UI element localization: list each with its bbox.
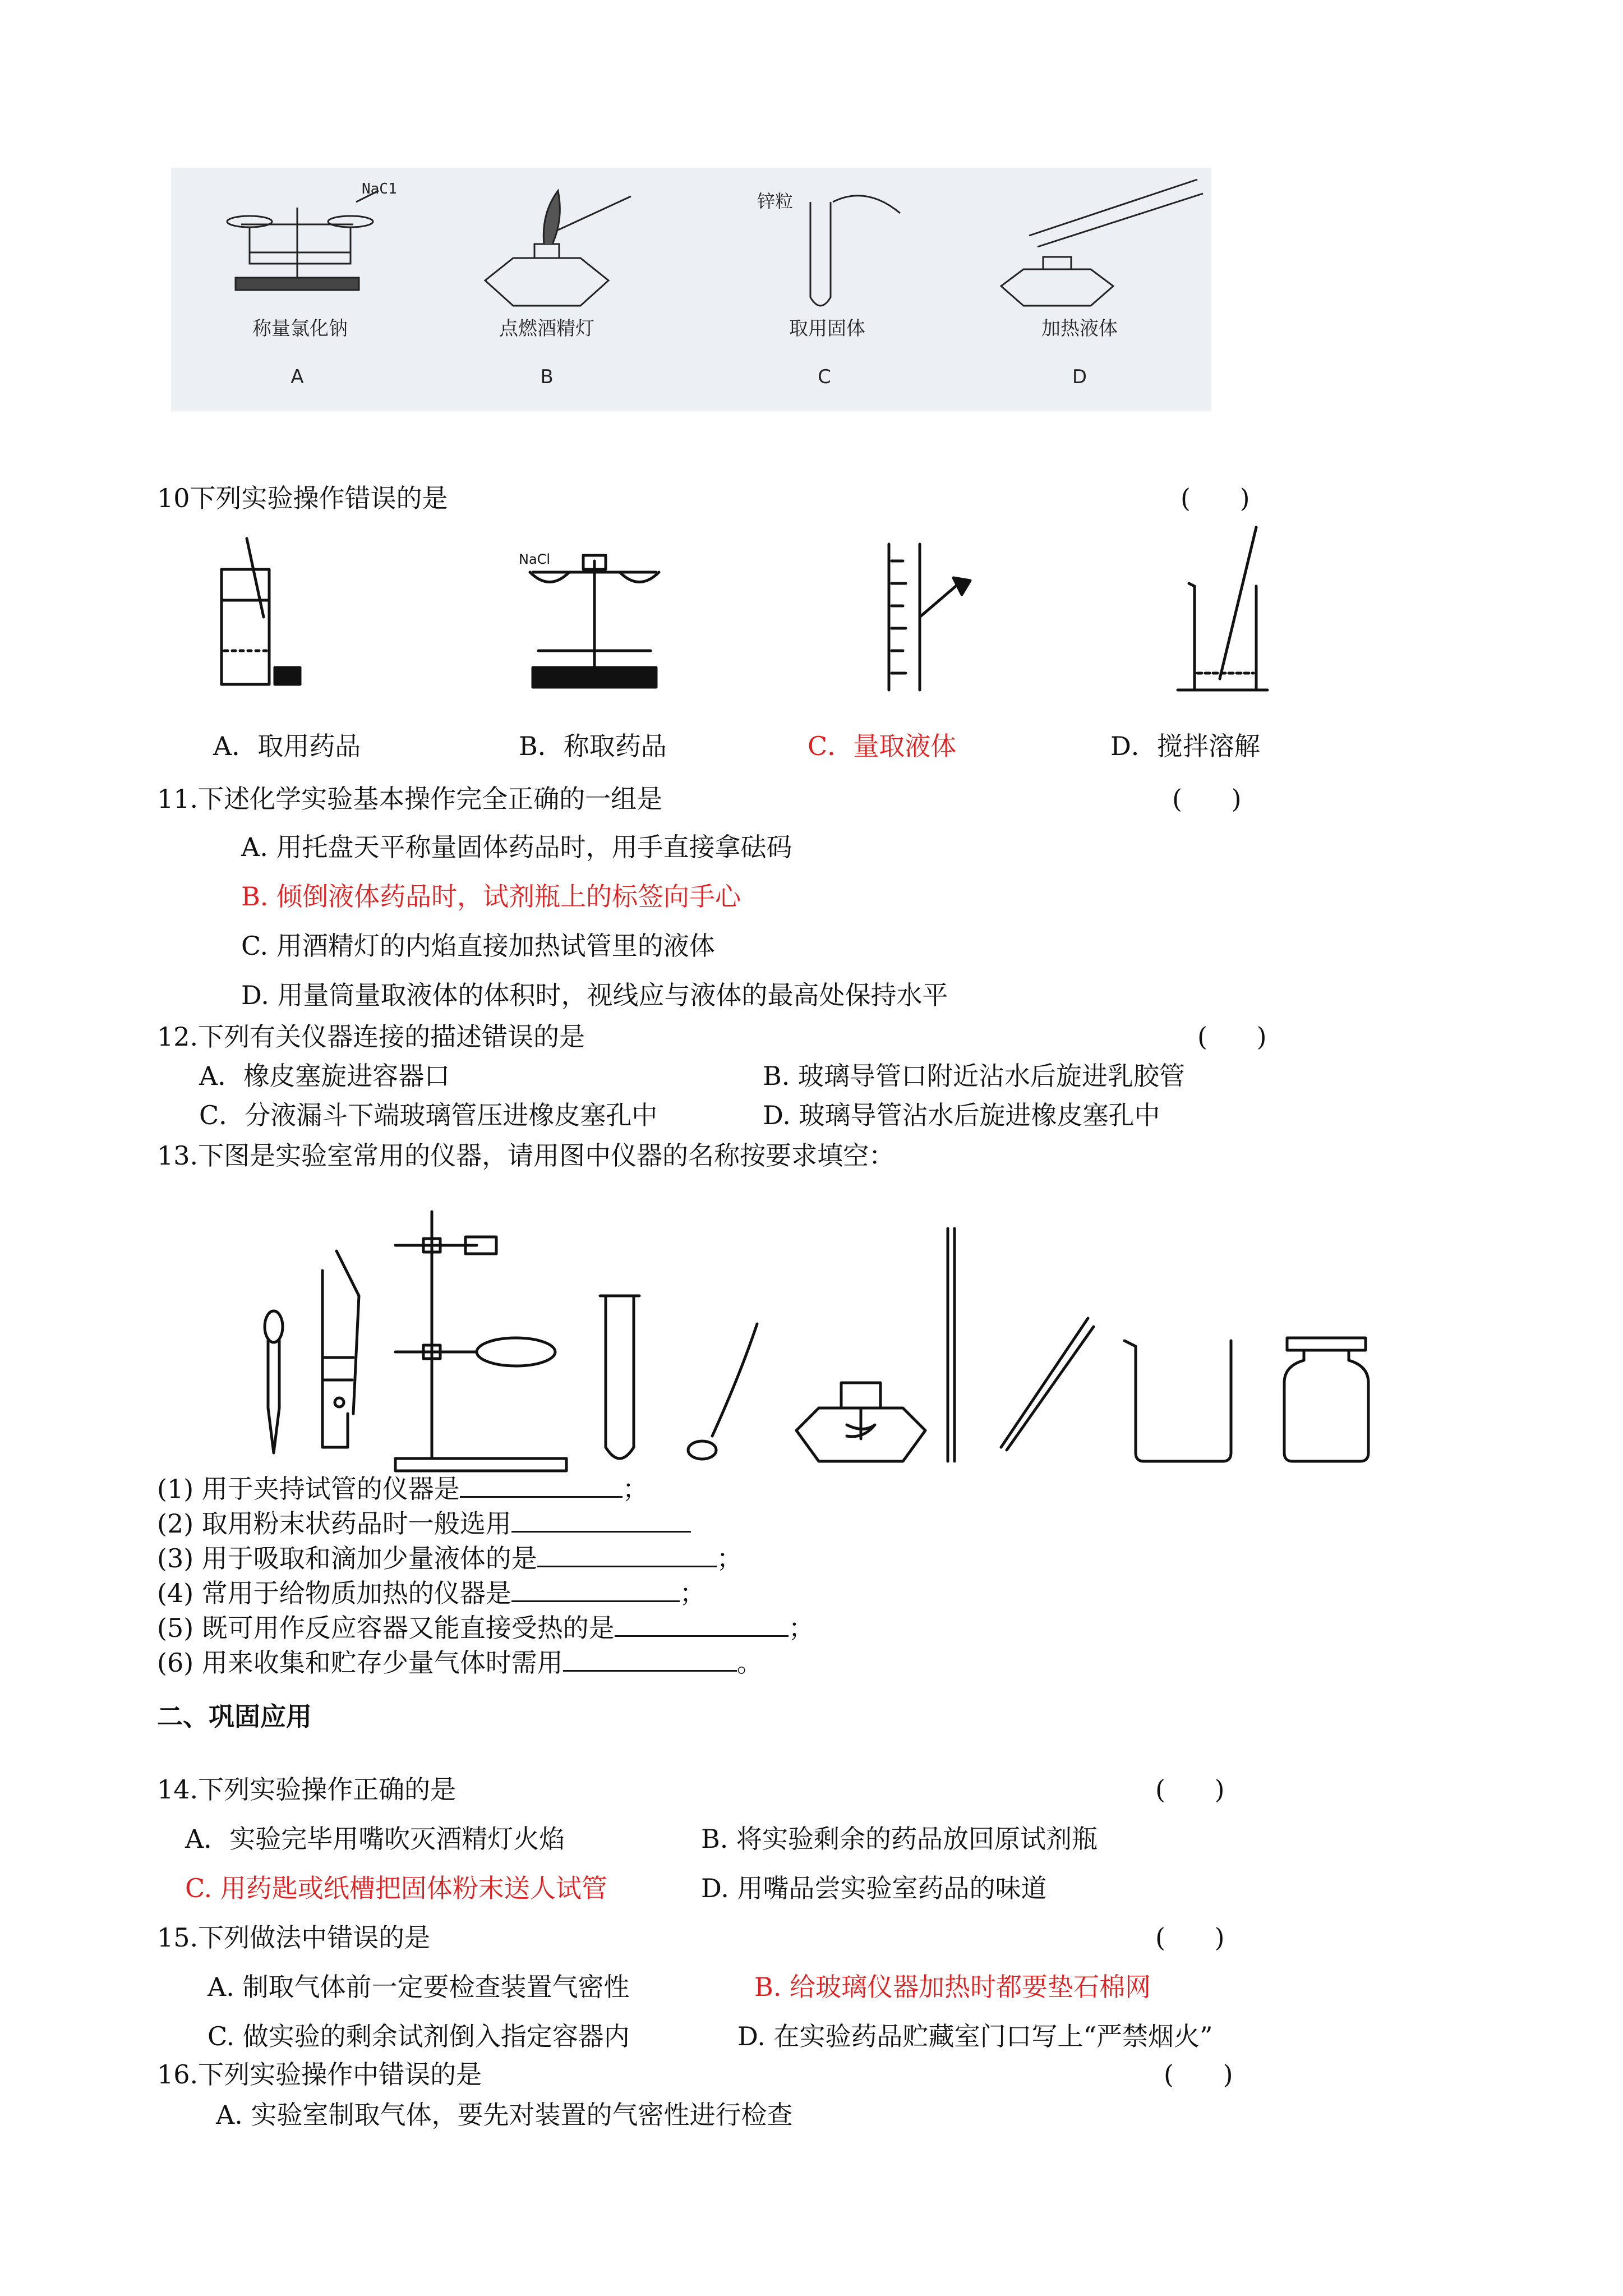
label-nacl: NaC1	[362, 181, 397, 197]
q14-option-d: D. 用嘴品尝实验室药品的味道	[701, 1873, 1047, 1903]
heating-liquid-icon	[1001, 180, 1203, 306]
q11-stem: 11.下述化学实验基本操作完全正确的一组是	[157, 784, 663, 814]
q15-option-b: B. 给玻璃仪器加热时都要垫石棉网	[754, 1972, 1151, 2002]
label-zinc: 锌粒	[757, 191, 794, 212]
answer-blank[interactable]	[537, 1543, 717, 1567]
caption-c: 取用固体	[789, 318, 865, 340]
q11-option-c: C. 用酒精灯的内焰直接加热试管里的液体	[241, 931, 715, 961]
beaker-icon	[1124, 1341, 1231, 1461]
answer-blank[interactable]	[460, 1474, 623, 1498]
q13-blank-2: (2) 取用粉末状药品时一般选用	[157, 1507, 691, 1540]
balance-icon	[227, 191, 379, 290]
q13-test-tube-icon	[600, 1296, 639, 1458]
q10-option-b: B．称取药品	[519, 731, 667, 761]
answer-blank[interactable]	[511, 1508, 691, 1533]
q13-blank-6: (6) 用来收集和贮存少量气体时需用 。	[157, 1648, 763, 1678]
q15-stem: 15.下列做法中错误的是	[157, 1922, 431, 1953]
q14-option-b: B. 将实验剩余的药品放回原试剂瓶	[701, 1824, 1098, 1854]
q15-option-a: A. 制取气体前一定要检查装置气密性	[208, 1972, 630, 2002]
top-figure	[171, 168, 1211, 411]
alcohol-lamp-icon	[485, 191, 631, 306]
q12-option-c: C．分液漏斗下端玻璃管压进橡皮塞孔中	[199, 1100, 658, 1130]
q15-option-d: D. 在实验药品贮藏室门口写上“严禁烟火”	[737, 2021, 1213, 2051]
q10-answer-paren: ( )	[1181, 483, 1250, 513]
letter-a: A	[291, 366, 304, 388]
medicine-spoon-icon	[688, 1324, 757, 1459]
graduated-cylinder-icon	[889, 544, 970, 690]
caption-b: 点燃酒精灯	[499, 318, 594, 340]
answer-blank[interactable]	[511, 1578, 680, 1602]
q11-option-b: B. 倾倒液体药品时，试剂瓶上的标签向手心	[241, 881, 741, 912]
q16-answer-paren: ( )	[1164, 2059, 1233, 2090]
beaker-stirring-icon	[1178, 527, 1267, 690]
caption-d: 加热液体	[1041, 318, 1118, 340]
q14-answer-paren: ( )	[1155, 1774, 1225, 1805]
iron-stand-icon	[395, 1212, 566, 1471]
q16-option-a: A. 实验室制取气体，要先对装置的气密性进行检查	[216, 2100, 793, 2130]
q10-option-a: A．取用药品	[213, 731, 361, 761]
test-tube-icon	[810, 196, 900, 306]
q10-balance-icon	[530, 555, 659, 687]
q10-stem: 10下列实验操作错误的是	[157, 483, 448, 513]
q11-answer-paren: ( )	[1172, 784, 1242, 814]
q13-apparatus-figure	[0, 1189, 1623, 1470]
q12-answer-paren: ( )	[1197, 1022, 1267, 1052]
top-figure-drawing	[171, 168, 1211, 411]
q10-option-c: C．量取液体	[808, 731, 957, 761]
q11-option-d: D. 用量筒量取液体的体积时，视线应与液体的最高处保持水平	[241, 980, 948, 1010]
answer-blank[interactable]	[615, 1613, 789, 1637]
tweezers-icon	[1001, 1318, 1094, 1450]
q10-figures	[0, 516, 1623, 707]
caption-a: 称量氯化钠	[252, 318, 348, 340]
test-tube-holder-icon	[322, 1251, 359, 1447]
letter-d: D	[1072, 366, 1087, 388]
q13-blank-4: (4) 常用于给物质加热的仪器是 ；	[157, 1578, 706, 1608]
q12-stem: 12.下列有关仪器连接的描述错误的是	[157, 1022, 585, 1052]
q11-option-a: A. 用托盘天平称量固体药品时，用手直接拿砝码	[241, 832, 792, 862]
q13-blank-5: (5) 既可用作反应容器又能直接受热的是 ；	[157, 1613, 814, 1643]
letter-b: B	[540, 366, 554, 388]
q13-blank-3: (3) 用于吸取和滴加少量液体的是 ；	[157, 1543, 743, 1573]
q15-answer-paren: ( )	[1155, 1922, 1225, 1953]
q13-stem: 13.下图是实验室常用的仪器，请用图中仪器的名称按要求填空：	[157, 1140, 895, 1171]
gas-collecting-bottle-icon	[1284, 1338, 1368, 1461]
q10-label-nacl: NaCl	[519, 551, 551, 567]
q10-option-d: D．搅拌溶解	[1110, 731, 1260, 761]
q15-option-c: C. 做实验的剩余试剂倒入指定容器内	[208, 2021, 630, 2051]
letter-c: C	[818, 366, 831, 388]
q14-option-a: A．实验完毕用嘴吹灭酒精灯火焰	[185, 1824, 565, 1854]
dropper-icon	[265, 1311, 283, 1453]
answer-blank[interactable]	[563, 1648, 737, 1672]
q12-option-d: D. 玻璃导管沾水后旋进橡皮塞孔中	[763, 1100, 1160, 1130]
q12-option-a: A．橡皮塞旋进容器口	[199, 1061, 450, 1091]
q12-option-b: B. 玻璃导管口附近沾水后旋进乳胶管	[763, 1061, 1186, 1091]
glass-rod-icon	[948, 1228, 955, 1461]
q14-option-c: C. 用药匙或纸槽把固体粉末送人试管	[185, 1873, 607, 1903]
q14-stem: 14.下列实验操作正确的是	[157, 1774, 457, 1805]
reagent-bottle-icon	[222, 539, 300, 684]
section-title: 二、巩固应用	[157, 1701, 312, 1732]
q13-blank-1: (1) 用于夹持试管的仪器是 ；	[157, 1474, 648, 1504]
q16-stem: 16.下列实验操作中错误的是	[157, 2059, 482, 2090]
q13-alcohol-lamp-icon	[796, 1383, 925, 1461]
